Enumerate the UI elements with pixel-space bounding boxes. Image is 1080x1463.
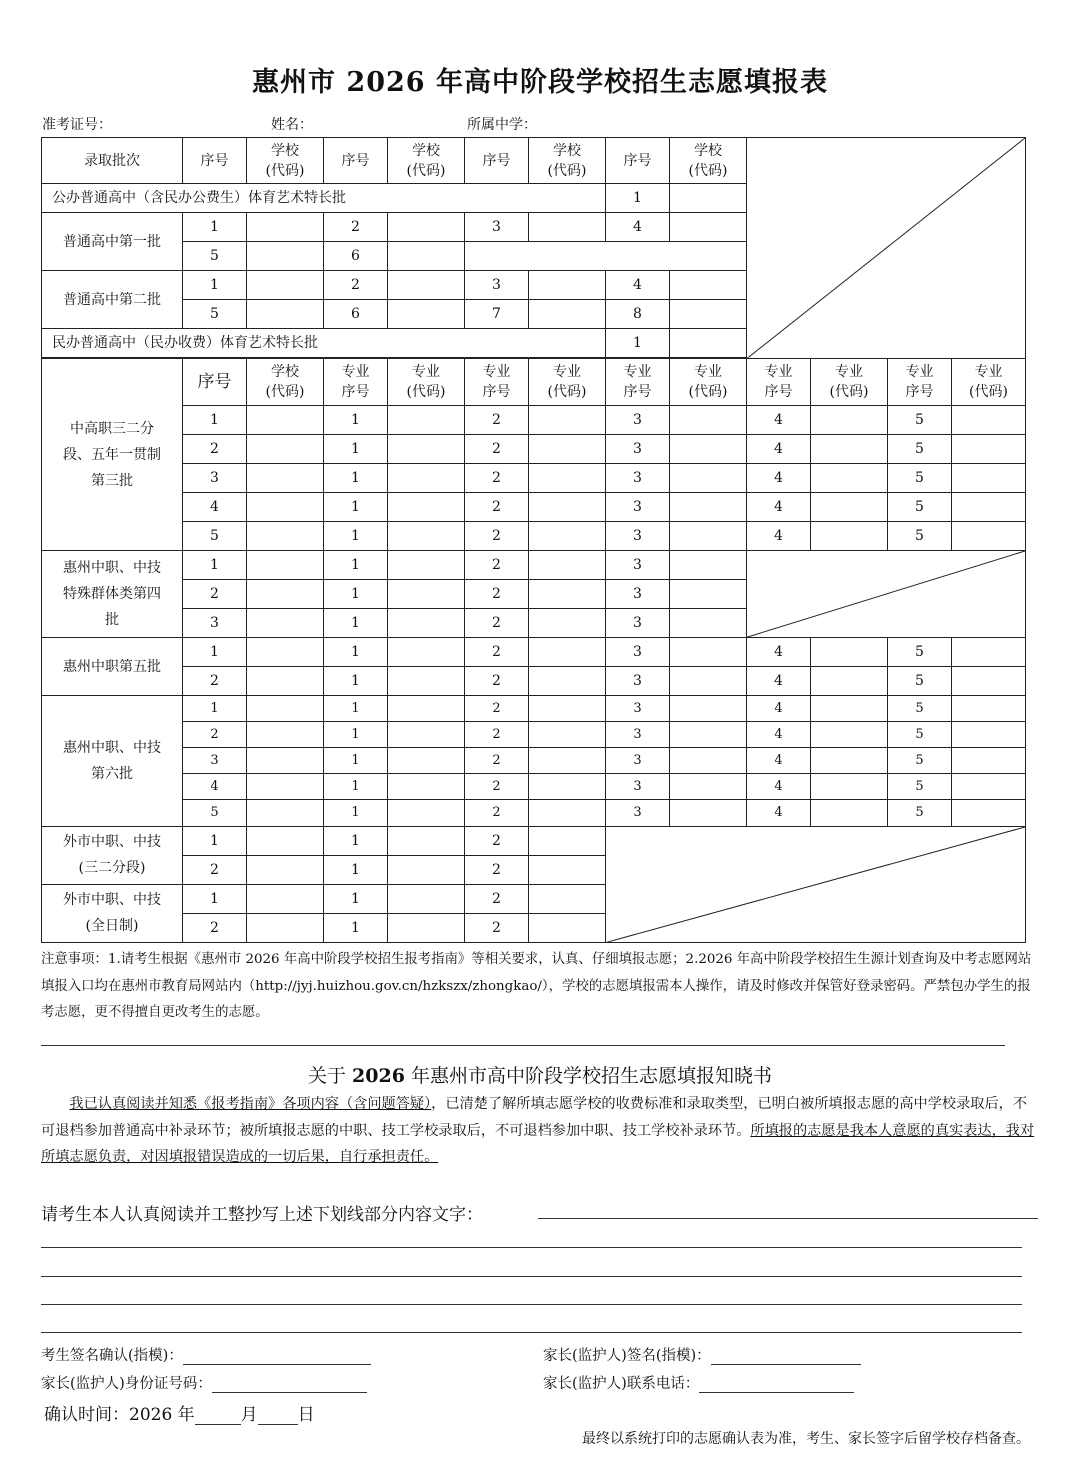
major-code-input[interactable]	[529, 913, 606, 942]
major-seq-cell: 5	[888, 696, 952, 722]
major-code-input[interactable]	[388, 826, 465, 855]
batch-private-art: 民办普通高中（民办收费）体育艺术特长批	[42, 329, 606, 358]
batch-sixth: 惠州中职、中技 第六批	[42, 696, 183, 826]
seq-cell: 2	[183, 855, 247, 884]
major-seq-cell: 3	[606, 774, 670, 800]
major-code-input[interactable]	[670, 521, 747, 550]
major-code-header: 专业 (代码)	[529, 359, 606, 405]
major-seq-cell: 2	[465, 609, 529, 638]
major-code-input[interactable]	[811, 696, 888, 722]
divider	[41, 1045, 1005, 1046]
seq-cell: 3	[465, 271, 529, 300]
seq-cell: 3	[183, 463, 247, 492]
school-code-input[interactable]	[247, 213, 324, 242]
major-seq-cell: 2	[465, 550, 529, 579]
major-code-input[interactable]	[388, 521, 465, 550]
school-header: 学校 (代码)	[670, 138, 747, 184]
major-seq-cell: 5	[888, 492, 952, 521]
major-seq-cell: 2	[465, 405, 529, 434]
major-code-input[interactable]	[529, 800, 606, 826]
major-code-header: 专业 (代码)	[952, 359, 1026, 405]
major-seq-cell: 1	[324, 521, 388, 550]
major-seq-cell: 2	[465, 722, 529, 748]
school-code-input[interactable]	[247, 521, 324, 550]
major-seq-cell: 5	[888, 405, 952, 434]
major-code-input[interactable]	[811, 667, 888, 696]
seq-cell: 1	[183, 550, 247, 579]
seq-cell: 6	[324, 242, 388, 271]
major-seq-cell: 4	[747, 521, 811, 550]
seq-cell: 1	[606, 184, 670, 213]
seq-header: 序号	[183, 138, 247, 184]
school-code-input[interactable]	[247, 748, 324, 774]
major-code-input[interactable]	[811, 434, 888, 463]
seq-cell: 6	[324, 300, 388, 329]
major-code-input[interactable]	[529, 405, 606, 434]
major-code-input[interactable]	[670, 579, 747, 608]
major-code-input[interactable]	[670, 696, 747, 722]
major-seq-cell: 4	[747, 667, 811, 696]
major-code-input[interactable]	[811, 405, 888, 434]
copy-line-input[interactable]	[41, 1332, 1022, 1333]
school-code-input[interactable]	[529, 300, 606, 329]
batch-outcity-fulltime: 外市中职、中技 (全日制)	[42, 884, 183, 942]
batch-public-art: 公办普通高中（含民办公费生）体育艺术特长批	[42, 184, 606, 213]
major-seq-cell: 1	[324, 884, 388, 913]
seq-cell: 4	[606, 213, 670, 242]
seq-cell: 1	[183, 271, 247, 300]
major-seq-cell: 1	[324, 405, 388, 434]
major-code-input[interactable]	[529, 826, 606, 855]
diagonal-blank-block	[747, 550, 1026, 637]
major-code-input[interactable]	[952, 800, 1026, 826]
major-seq-cell: 1	[324, 800, 388, 826]
major-code-input[interactable]	[952, 774, 1026, 800]
seq-cell: 1	[183, 826, 247, 855]
major-code-input[interactable]	[811, 463, 888, 492]
parent-id-input[interactable]	[212, 1376, 367, 1393]
major-seq-cell: 1	[324, 855, 388, 884]
seq-cell: 2	[183, 667, 247, 696]
major-code-input[interactable]	[529, 855, 606, 884]
major-seq-cell: 2	[465, 667, 529, 696]
major-seq-cell: 5	[888, 638, 952, 667]
school-code-input[interactable]	[529, 271, 606, 300]
copy-instruction: 请考生本人认真阅读并工整抄写上述下划线部分内容文字：	[41, 1205, 483, 1225]
seq-header: 序号	[183, 359, 247, 405]
major-code-input[interactable]	[388, 722, 465, 748]
copy-line-input[interactable]	[538, 1218, 1038, 1219]
major-code-input[interactable]	[952, 492, 1026, 521]
major-code-input[interactable]	[529, 492, 606, 521]
seq-cell: 5	[183, 521, 247, 550]
underlined-statement-1: 我已认真阅读并知悉《报考指南》各项内容（含问题答疑）	[69, 1096, 432, 1112]
major-seq-cell: 3	[606, 800, 670, 826]
major-seq-cell: 1	[324, 826, 388, 855]
major-code-input[interactable]	[529, 884, 606, 913]
major-code-input[interactable]	[388, 434, 465, 463]
major-code-input[interactable]	[529, 667, 606, 696]
month-input[interactable]	[195, 1408, 241, 1425]
student-signature-field: 考生签名确认(指模)：	[41, 1344, 371, 1365]
major-seq-cell: 1	[324, 696, 388, 722]
page-title: 惠州市 2026 年高中阶段学校招生志愿填报表	[252, 67, 828, 98]
major-seq-cell: 5	[888, 434, 952, 463]
seq-cell: 2	[183, 579, 247, 608]
student-signature-input[interactable]	[183, 1348, 371, 1365]
school-code-input[interactable]	[247, 550, 324, 579]
seq-cell: 3	[465, 213, 529, 242]
school-code-input[interactable]	[670, 184, 747, 213]
seq-cell: 5	[183, 800, 247, 826]
batch-second: 普通高中第二批	[42, 271, 183, 329]
notes-text: 注意事项：1.请考生根据《惠州市 2026 年高中阶段学校招生报考指南》等相关要求，认真、仔细填报志愿；2.2026 年高中阶段学校招生生源计划查询及中考志愿网站填报入口均在惠州市教育局网站内（http://jyj.huizhou.gov.cn/hzkszx/zhongkao/），学校的志愿填报需本人操作，请及时修改并保管好登录密码。严禁包办学生的报考志愿，更不得擅自更改考生的志愿。	[41, 952, 1032, 1020]
exam-number-label: 准考证号：	[42, 117, 112, 133]
school-code-input[interactable]	[247, 855, 324, 884]
major-code-input[interactable]	[670, 800, 747, 826]
seq-cell: 2	[324, 213, 388, 242]
seq-cell: 4	[183, 492, 247, 521]
seq-cell: 5	[183, 300, 247, 329]
seq-cell: 3	[183, 609, 247, 638]
major-code-header: 专业 (代码)	[811, 359, 888, 405]
diagonal-blank-block	[606, 826, 1026, 942]
school-code-input[interactable]	[247, 774, 324, 800]
major-code-input[interactable]	[388, 463, 465, 492]
major-seq-cell: 1	[324, 638, 388, 667]
seq-header: 序号	[606, 138, 670, 184]
major-seq-cell: 2	[465, 884, 529, 913]
major-seq-cell: 3	[606, 521, 670, 550]
major-seq-cell: 3	[606, 434, 670, 463]
major-seq-cell: 1	[324, 722, 388, 748]
footer-note: 最终以系统打印的志愿确认表为准，考生、家长签字后留学校存档备查。	[582, 1431, 1030, 1447]
major-seq-cell: 4	[747, 638, 811, 667]
major-seq-cell: 3	[606, 748, 670, 774]
major-code-input[interactable]	[529, 434, 606, 463]
notice-paragraph: 我已认真阅读并知悉《报考指南》各项内容（含问题答疑），已清楚了解所填志愿学校的收费标准和录取类型，已明白被所填报志愿的高中学校录取后，不可退档参加普通高中补录环节；被所填报志愿的中职、技工学校录取后，不可退档参加中职、技工学校补录环节。所填报的志愿是我本人意愿的真实表达，我对所填志愿负责，对因填报错误造成的一切后果，自行承担责任。	[41, 1096, 1035, 1165]
major-seq-cell: 1	[324, 913, 388, 942]
school-code-input[interactable]	[247, 826, 324, 855]
name-label: 姓名：	[271, 117, 313, 133]
batch-header: 录取批次	[42, 138, 183, 184]
major-seq-cell: 1	[324, 774, 388, 800]
seq-cell: 5	[183, 242, 247, 271]
major-seq-cell: 5	[888, 722, 952, 748]
seq-cell: 2	[183, 434, 247, 463]
school-code-input[interactable]	[388, 242, 465, 271]
copy-line-input[interactable]	[41, 1304, 1022, 1305]
major-code-input[interactable]	[952, 405, 1026, 434]
major-seq-cell: 2	[465, 774, 529, 800]
major-seq-cell: 3	[606, 696, 670, 722]
seq-cell: 4	[183, 774, 247, 800]
major-code-input[interactable]	[529, 521, 606, 550]
major-code-input[interactable]	[811, 722, 888, 748]
school-code-input[interactable]	[529, 213, 606, 242]
major-seq-cell: 5	[888, 774, 952, 800]
school-code-input[interactable]	[247, 884, 324, 913]
major-seq-cell: 5	[888, 800, 952, 826]
seq-cell: 2	[183, 722, 247, 748]
batch-fifth: 惠州中职第五批	[42, 638, 183, 696]
major-code-input[interactable]	[388, 609, 465, 638]
major-code-input[interactable]	[811, 748, 888, 774]
notice-title: 关于 2026 年惠州市高中阶段学校招生志愿填报知晓书	[308, 1065, 772, 1087]
school-code-input[interactable]	[247, 696, 324, 722]
parent-signature-input[interactable]	[711, 1348, 861, 1365]
major-code-input[interactable]	[388, 579, 465, 608]
seq-cell: 4	[606, 271, 670, 300]
major-code-input[interactable]	[670, 667, 747, 696]
batch-first: 普通高中第一批	[42, 213, 183, 271]
major-code-input[interactable]	[529, 463, 606, 492]
major-code-header: 专业 (代码)	[670, 359, 747, 405]
major-code-input[interactable]	[670, 492, 747, 521]
school-code-input[interactable]	[670, 213, 747, 242]
major-seq-cell: 4	[747, 434, 811, 463]
batch-third: 中高职三二分 段、五年一贯制 第三批	[42, 359, 183, 550]
major-code-input[interactable]	[388, 405, 465, 434]
major-seq-cell: 5	[888, 521, 952, 550]
major-code-input[interactable]	[529, 696, 606, 722]
major-seq-cell: 3	[606, 638, 670, 667]
school-code-input[interactable]	[247, 579, 324, 608]
major-code-input[interactable]	[952, 667, 1026, 696]
major-code-input[interactable]	[670, 722, 747, 748]
major-seq-cell: 3	[606, 463, 670, 492]
seq-cell: 7	[465, 300, 529, 329]
school-header: 学校 (代码)	[247, 359, 324, 405]
major-code-input[interactable]	[388, 667, 465, 696]
major-code-input[interactable]	[811, 800, 888, 826]
seq-cell: 1	[606, 329, 670, 358]
major-seq-header: 专业 序号	[888, 359, 952, 405]
major-seq-cell: 3	[606, 579, 670, 608]
major-seq-cell: 2	[465, 463, 529, 492]
major-code-input[interactable]	[529, 722, 606, 748]
school-code-input[interactable]	[247, 271, 324, 300]
major-code-input[interactable]	[388, 884, 465, 913]
copy-line-input[interactable]	[41, 1276, 1022, 1277]
major-seq-cell: 2	[465, 492, 529, 521]
major-seq-cell: 1	[324, 492, 388, 521]
major-seq-cell: 2	[465, 434, 529, 463]
major-seq-cell: 4	[747, 405, 811, 434]
major-seq-cell: 3	[606, 667, 670, 696]
school-code-input[interactable]	[670, 329, 747, 358]
major-code-input[interactable]	[952, 463, 1026, 492]
major-code-input[interactable]	[952, 722, 1026, 748]
major-seq-cell: 4	[747, 463, 811, 492]
seq-cell: 1	[183, 884, 247, 913]
major-seq-cell: 1	[324, 748, 388, 774]
major-code-input[interactable]	[952, 638, 1026, 667]
major-seq-cell: 1	[324, 579, 388, 608]
school-code-input[interactable]	[388, 213, 465, 242]
major-seq-cell: 3	[606, 405, 670, 434]
major-seq-cell: 5	[888, 463, 952, 492]
major-seq-header: 专业 序号	[747, 359, 811, 405]
school-code-input[interactable]	[388, 300, 465, 329]
school-code-input[interactable]	[247, 405, 324, 434]
major-code-input[interactable]	[388, 748, 465, 774]
major-code-input[interactable]	[811, 774, 888, 800]
major-seq-cell: 5	[888, 748, 952, 774]
major-seq-cell: 4	[747, 722, 811, 748]
major-code-input[interactable]	[811, 521, 888, 550]
application-table	[41, 137, 1026, 943]
major-code-input[interactable]	[670, 463, 747, 492]
major-seq-header: 专业 序号	[465, 359, 529, 405]
batch-outcity-32: 外市中职、中技 (三二分段)	[42, 826, 183, 884]
major-code-input[interactable]	[670, 638, 747, 667]
major-code-input[interactable]	[952, 521, 1026, 550]
major-code-input[interactable]	[388, 774, 465, 800]
seq-cell: 1	[183, 405, 247, 434]
major-seq-header: 专业 序号	[324, 359, 388, 405]
major-seq-cell: 2	[465, 748, 529, 774]
major-code-input[interactable]	[388, 855, 465, 884]
major-seq-cell: 2	[465, 579, 529, 608]
major-seq-cell: 3	[606, 722, 670, 748]
major-code-input[interactable]	[388, 913, 465, 942]
school-code-input[interactable]	[247, 638, 324, 667]
major-seq-cell: 4	[747, 492, 811, 521]
major-seq-cell: 3	[606, 492, 670, 521]
school-code-input[interactable]	[247, 492, 324, 521]
major-code-input[interactable]	[811, 638, 888, 667]
school-code-input[interactable]	[247, 667, 324, 696]
major-code-input[interactable]	[388, 638, 465, 667]
major-seq-cell: 2	[465, 826, 529, 855]
school-code-input[interactable]	[247, 800, 324, 826]
major-code-input[interactable]	[811, 492, 888, 521]
major-code-input[interactable]	[952, 696, 1026, 722]
major-seq-header: 专业 序号	[606, 359, 670, 405]
major-code-input[interactable]	[670, 748, 747, 774]
seq-cell: 1	[183, 696, 247, 722]
school-code-input[interactable]	[247, 242, 324, 271]
school-header: 学校 (代码)	[388, 138, 465, 184]
major-code-input[interactable]	[388, 492, 465, 521]
major-code-header: 专业 (代码)	[388, 359, 465, 405]
parent-id-field: 家长(监护人)身份证号码：	[41, 1372, 367, 1393]
major-code-input[interactable]	[529, 550, 606, 579]
major-seq-cell: 4	[747, 774, 811, 800]
school-code-input[interactable]	[247, 434, 324, 463]
major-seq-cell: 4	[747, 748, 811, 774]
seq-header: 序号	[465, 138, 529, 184]
major-code-input[interactable]	[529, 609, 606, 638]
major-seq-cell: 1	[324, 667, 388, 696]
empty-cell	[465, 242, 747, 271]
parent-phone-input[interactable]	[699, 1376, 854, 1393]
parent-signature-field: 家长(监护人)签名(指模)：	[543, 1344, 861, 1365]
school-code-input[interactable]	[247, 609, 324, 638]
day-input[interactable]	[258, 1408, 298, 1425]
seq-cell: 8	[606, 300, 670, 329]
school-header: 学校 (代码)	[529, 138, 606, 184]
major-seq-cell: 2	[465, 913, 529, 942]
major-code-input[interactable]	[388, 696, 465, 722]
major-seq-cell: 1	[324, 463, 388, 492]
major-code-input[interactable]	[388, 800, 465, 826]
major-code-input[interactable]	[529, 638, 606, 667]
major-code-input[interactable]	[529, 774, 606, 800]
diagonal-blank-block	[747, 138, 1026, 359]
copy-line-input[interactable]	[41, 1247, 1022, 1248]
major-seq-cell: 2	[465, 800, 529, 826]
seq-header: 序号	[324, 138, 388, 184]
seq-cell: 3	[183, 748, 247, 774]
school-code-input[interactable]	[247, 463, 324, 492]
major-seq-cell: 5	[888, 667, 952, 696]
major-seq-cell: 2	[465, 855, 529, 884]
school-code-input[interactable]	[247, 913, 324, 942]
seq-cell: 1	[183, 638, 247, 667]
major-code-input[interactable]	[670, 405, 747, 434]
seq-cell: 1	[183, 213, 247, 242]
major-code-input[interactable]	[529, 579, 606, 608]
major-seq-cell: 2	[465, 638, 529, 667]
school-code-input[interactable]	[247, 300, 324, 329]
major-code-input[interactable]	[952, 434, 1026, 463]
underlined-statement-2: 所填报的志愿是我本人意愿的真实表达，我对所填志愿负责，对因填报错误造成的一切后果，自行承担责任。	[41, 1122, 1035, 1165]
confirm-date: 确认时间：2026 年 月 日	[44, 1405, 315, 1425]
major-code-input[interactable]	[670, 609, 747, 638]
seq-cell: 2	[183, 913, 247, 942]
major-code-input[interactable]	[670, 434, 747, 463]
major-seq-cell: 4	[747, 800, 811, 826]
school-code-input[interactable]	[388, 271, 465, 300]
school-code-input[interactable]	[247, 722, 324, 748]
school-header: 学校 (代码)	[247, 138, 324, 184]
school-label: 所属中学：	[467, 117, 537, 133]
major-seq-cell: 2	[465, 521, 529, 550]
major-seq-cell: 1	[324, 550, 388, 579]
major-seq-cell: 3	[606, 550, 670, 579]
major-seq-cell: 3	[606, 609, 670, 638]
batch-fourth: 惠州中职、中技 特殊群体类第四 批	[42, 550, 183, 637]
parent-phone-field: 家长(监护人)联系电话：	[543, 1372, 854, 1393]
major-seq-cell: 1	[324, 609, 388, 638]
major-seq-cell: 1	[324, 434, 388, 463]
school-code-input[interactable]	[670, 271, 747, 300]
major-code-input[interactable]	[952, 748, 1026, 774]
major-code-input[interactable]	[670, 774, 747, 800]
major-seq-cell: 4	[747, 696, 811, 722]
seq-cell: 2	[324, 271, 388, 300]
major-seq-cell: 2	[465, 696, 529, 722]
school-code-input[interactable]	[670, 300, 747, 329]
major-code-input[interactable]	[670, 550, 747, 579]
major-code-input[interactable]	[388, 550, 465, 579]
major-code-input[interactable]	[529, 748, 606, 774]
